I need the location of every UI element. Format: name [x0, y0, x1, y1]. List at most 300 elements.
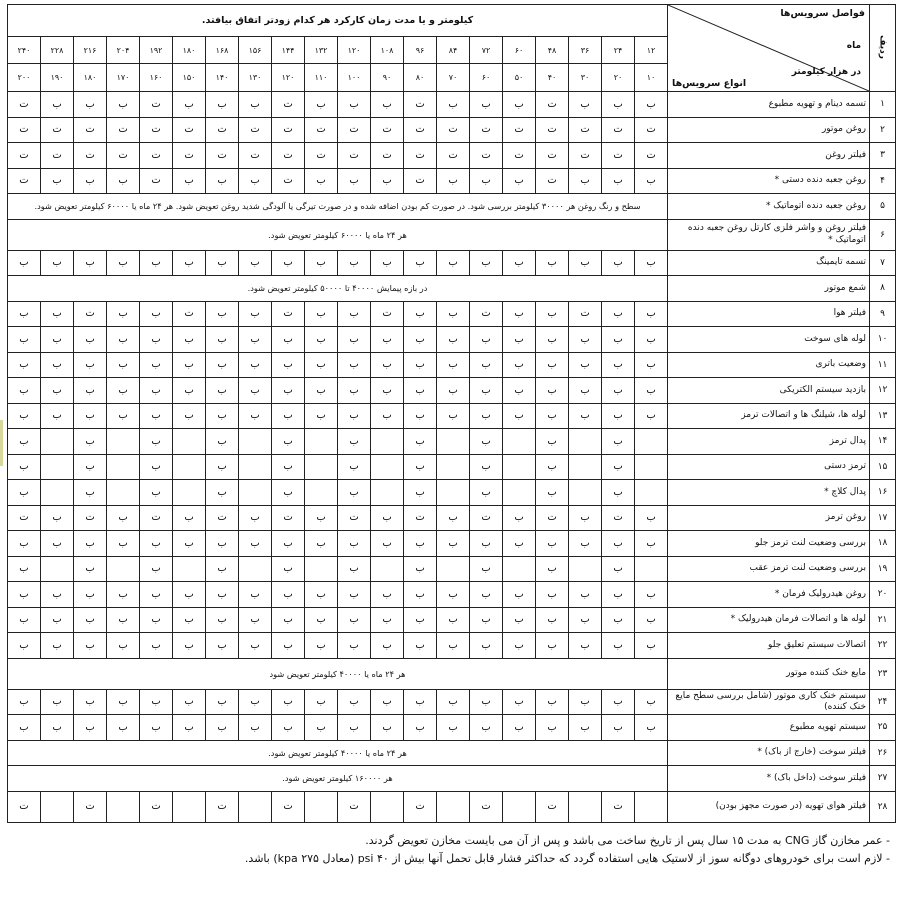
schedule-cell: ب: [635, 378, 668, 404]
service-name: سیستم خنک کاری موتور (شامل بررسی سطح مایع خنک کننده): [668, 689, 870, 715]
schedule-cell: ت: [470, 791, 503, 822]
schedule-cell: ب: [371, 505, 404, 531]
schedule-cell: ب: [272, 327, 305, 353]
schedule-cell: ب: [8, 403, 41, 429]
schedule-cell: ب: [74, 168, 107, 194]
schedule-cell: ب: [140, 689, 173, 715]
schedule-cell: ب: [503, 633, 536, 659]
schedule-cell: ب: [140, 352, 173, 378]
schedule-cell: ب: [8, 607, 41, 633]
schedule-cell: ب: [404, 689, 437, 715]
schedule-cell: ت: [8, 168, 41, 194]
schedule-cell: ب: [41, 403, 74, 429]
schedule-cell: ب: [173, 352, 206, 378]
row-number: ۱۳: [870, 403, 896, 429]
km-header: ۴۰: [536, 64, 569, 92]
schedule-cell: ب: [635, 505, 668, 531]
schedule-cell: ب: [404, 378, 437, 404]
schedule-cell: ب: [470, 352, 503, 378]
schedule-cell: ب: [140, 327, 173, 353]
table-row: [8, 766, 896, 792]
service-name: پدال ترمز: [668, 429, 870, 455]
corner-label-intervals: فواصل سرویس‌ها: [780, 8, 866, 19]
schedule-cell: ب: [536, 531, 569, 557]
schedule-cell: [239, 556, 272, 582]
schedule-cell: ب: [107, 505, 140, 531]
schedule-cell: ب: [272, 531, 305, 557]
schedule-cell: ت: [404, 143, 437, 169]
schedule-cell: ب: [404, 582, 437, 608]
schedule-cell: ب: [602, 531, 635, 557]
schedule-cell: ب: [41, 531, 74, 557]
schedule-cell: ب: [107, 715, 140, 741]
month-header: ۲۰۴: [107, 37, 140, 64]
month-header: ۱۰۸: [371, 37, 404, 64]
schedule-cell: ب: [371, 531, 404, 557]
schedule-cell: ب: [536, 689, 569, 715]
schedule-cell: [503, 480, 536, 506]
schedule-cell: ب: [239, 715, 272, 741]
service-name: مایع خنک کننده موتور: [668, 658, 870, 689]
km-header: ۱۰۰: [338, 64, 371, 92]
schedule-cell: ب: [173, 92, 206, 118]
schedule-cell: ت: [206, 505, 239, 531]
table-row: [8, 480, 896, 506]
schedule-cell: ب: [8, 531, 41, 557]
schedule-cell: [635, 791, 668, 822]
schedule-cell: ب: [503, 403, 536, 429]
header-corner-cell: [668, 5, 870, 92]
schedule-cell: ت: [536, 505, 569, 531]
table-row: [8, 582, 896, 608]
schedule-cell: [173, 791, 206, 822]
schedule-cell: ب: [74, 556, 107, 582]
table-row: [8, 143, 896, 169]
schedule-cell: ب: [503, 582, 536, 608]
schedule-cell: ب: [404, 531, 437, 557]
schedule-cell: ب: [173, 168, 206, 194]
schedule-cell: ب: [602, 327, 635, 353]
schedule-cell: ب: [437, 352, 470, 378]
schedule-cell: ب: [338, 403, 371, 429]
month-header: ۲۲۸: [41, 37, 74, 64]
schedule-cell: ت: [272, 301, 305, 327]
schedule-cell: ت: [404, 117, 437, 143]
month-header: ۶۰: [503, 37, 536, 64]
schedule-cell: ت: [602, 505, 635, 531]
schedule-cell: ب: [635, 715, 668, 741]
schedule-cell: ب: [206, 327, 239, 353]
schedule-cell: ب: [437, 715, 470, 741]
schedule-cell: ب: [404, 250, 437, 276]
row-number: ۱۰: [870, 327, 896, 353]
schedule-cell: [371, 429, 404, 455]
schedule-cell: ب: [173, 378, 206, 404]
schedule-cell: ت: [272, 791, 305, 822]
schedule-cell: [569, 454, 602, 480]
schedule-cell: ب: [74, 689, 107, 715]
schedule-cell: ب: [140, 582, 173, 608]
schedule-cell: ت: [74, 505, 107, 531]
row-number: ۲: [870, 117, 896, 143]
schedule-cell: ب: [602, 352, 635, 378]
month-header: ۲۱۶: [74, 37, 107, 64]
schedule-cell: ب: [470, 607, 503, 633]
schedule-cell: ت: [404, 505, 437, 531]
schedule-cell: ت: [305, 143, 338, 169]
schedule-cell: ت: [569, 301, 602, 327]
service-name: ترمز دستی: [668, 454, 870, 480]
service-note: هر ۲۴ ماه یا ۴۰۰۰۰ کیلومتر تعویض شود.: [8, 740, 668, 766]
schedule-cell: ت: [107, 143, 140, 169]
schedule-cell: ب: [503, 352, 536, 378]
schedule-cell: ت: [371, 143, 404, 169]
table-row: [8, 219, 896, 250]
service-name: بررسی وضعیت لنت ترمز عقب: [668, 556, 870, 582]
row-number: ۱۸: [870, 531, 896, 557]
schedule-cell: ب: [206, 301, 239, 327]
table-row: [8, 740, 896, 766]
schedule-cell: ب: [404, 301, 437, 327]
schedule-cell: ب: [470, 378, 503, 404]
schedule-cell: ب: [206, 715, 239, 741]
service-name: فیلتر هوا: [668, 301, 870, 327]
schedule-cell: ت: [338, 791, 371, 822]
schedule-cell: ب: [338, 301, 371, 327]
row-number: ۲۲: [870, 633, 896, 659]
schedule-cell: ب: [305, 168, 338, 194]
row-number: ۷: [870, 250, 896, 276]
schedule-cell: ب: [536, 250, 569, 276]
schedule-cell: ت: [272, 117, 305, 143]
schedule-cell: ب: [272, 715, 305, 741]
schedule-cell: ب: [107, 582, 140, 608]
schedule-cell: ب: [371, 582, 404, 608]
schedule-cell: ت: [437, 117, 470, 143]
schedule-cell: ت: [272, 168, 305, 194]
schedule-cell: ب: [206, 607, 239, 633]
schedule-cell: ب: [602, 92, 635, 118]
table-row: [8, 92, 896, 118]
schedule-cell: ب: [602, 582, 635, 608]
table-row: [8, 194, 896, 220]
schedule-cell: [569, 480, 602, 506]
schedule-cell: ب: [338, 168, 371, 194]
schedule-cell: ت: [107, 117, 140, 143]
schedule-cell: ب: [404, 454, 437, 480]
month-header: ۷۲: [470, 37, 503, 64]
month-label: ماه: [846, 41, 862, 51]
schedule-cell: ب: [437, 403, 470, 429]
schedule-cell: ب: [107, 301, 140, 327]
schedule-cell: ب: [503, 715, 536, 741]
row-number: ۲۷: [870, 766, 896, 792]
schedule-cell: ب: [140, 633, 173, 659]
schedule-cell: ب: [602, 301, 635, 327]
schedule-cell: ب: [41, 715, 74, 741]
schedule-cell: [173, 454, 206, 480]
schedule-cell: ب: [173, 582, 206, 608]
row-number: ۱۷: [870, 505, 896, 531]
schedule-cell: ب: [470, 327, 503, 353]
schedule-cell: ت: [503, 143, 536, 169]
row-number: ۳: [870, 143, 896, 169]
schedule-cell: ت: [206, 143, 239, 169]
table-row: [8, 352, 896, 378]
month-header: ۴۸: [536, 37, 569, 64]
schedule-cell: ت: [140, 168, 173, 194]
schedule-cell: ت: [8, 505, 41, 531]
schedule-cell: ت: [173, 301, 206, 327]
schedule-cell: ب: [635, 689, 668, 715]
row-number: ۸: [870, 276, 896, 302]
header-row-title: [8, 5, 896, 37]
km-header: ۱۷۰: [107, 64, 140, 92]
schedule-cell: ب: [338, 633, 371, 659]
schedule-cell: ب: [503, 607, 536, 633]
schedule-cell: ت: [140, 143, 173, 169]
schedule-cell: ت: [239, 117, 272, 143]
schedule-cell: ب: [338, 531, 371, 557]
service-name: روغن هیدرولیک فرمان *: [668, 582, 870, 608]
schedule-cell: ت: [173, 117, 206, 143]
schedule-cell: ب: [239, 531, 272, 557]
schedule-cell: ب: [569, 352, 602, 378]
schedule-cell: ب: [74, 607, 107, 633]
schedule-cell: [437, 791, 470, 822]
schedule-cell: ب: [272, 582, 305, 608]
schedule-cell: ب: [206, 689, 239, 715]
km-header: ۱۹۰: [41, 64, 74, 92]
schedule-cell: ت: [602, 143, 635, 169]
schedule-cell: [41, 454, 74, 480]
schedule-cell: [107, 454, 140, 480]
schedule-cell: ب: [569, 168, 602, 194]
schedule-cell: [239, 454, 272, 480]
schedule-cell: ب: [437, 92, 470, 118]
schedule-cell: ب: [338, 454, 371, 480]
schedule-cell: ب: [272, 403, 305, 429]
schedule-cell: ت: [602, 117, 635, 143]
footer-note-tires: - لازم است برای خودروهای دوگانه سوز از لاستیک هایی استفاده گردد که حداکثر فشار قابل تحمل آنها بیش از ۴۰ psi (معادل ۲۷۵ kpa) باشد.: [244, 852, 890, 865]
schedule-cell: [437, 556, 470, 582]
schedule-cell: [107, 480, 140, 506]
schedule-cell: ب: [272, 480, 305, 506]
schedule-cell: ب: [602, 378, 635, 404]
schedule-cell: ب: [239, 582, 272, 608]
schedule-cell: ب: [404, 403, 437, 429]
schedule-cell: ب: [173, 505, 206, 531]
schedule-cell: ب: [470, 454, 503, 480]
schedule-cell: ب: [338, 250, 371, 276]
radif-label: ردیف: [877, 34, 888, 59]
schedule-cell: ب: [536, 429, 569, 455]
schedule-cell: ت: [371, 301, 404, 327]
schedule-cell: ب: [536, 327, 569, 353]
schedule-cell: ب: [206, 352, 239, 378]
service-name: تسمه تایمینگ: [668, 250, 870, 276]
schedule-cell: ب: [338, 607, 371, 633]
schedule-cell: ب: [602, 607, 635, 633]
schedule-cell: ب: [536, 301, 569, 327]
schedule-cell: [503, 791, 536, 822]
schedule-cell: ب: [635, 352, 668, 378]
schedule-cell: ب: [569, 633, 602, 659]
schedule-cell: ب: [272, 250, 305, 276]
schedule-cell: ب: [404, 556, 437, 582]
schedule-cell: ب: [206, 378, 239, 404]
schedule-cell: ب: [41, 168, 74, 194]
schedule-cell: ت: [41, 117, 74, 143]
schedule-cell: ت: [206, 117, 239, 143]
table-row: [8, 117, 896, 143]
schedule-cell: ت: [140, 791, 173, 822]
schedule-cell: ت: [470, 301, 503, 327]
schedule-cell: ب: [239, 168, 272, 194]
schedule-cell: ب: [602, 454, 635, 480]
month-header: ۱۳۲: [305, 37, 338, 64]
schedule-cell: ب: [602, 689, 635, 715]
schedule-cell: ت: [635, 143, 668, 169]
schedule-cell: ب: [437, 531, 470, 557]
schedule-cell: ب: [404, 633, 437, 659]
schedule-cell: ب: [635, 582, 668, 608]
schedule-cell: ت: [536, 117, 569, 143]
schedule-cell: ب: [239, 403, 272, 429]
service-name: شمع موتور: [668, 276, 870, 302]
month-header: ۹۶: [404, 37, 437, 64]
table-row: [8, 403, 896, 429]
km-header: ۷۰: [437, 64, 470, 92]
schedule-cell: ت: [140, 117, 173, 143]
schedule-cell: ب: [371, 250, 404, 276]
km-header: ۲۰۰: [8, 64, 41, 92]
schedule-cell: ب: [503, 327, 536, 353]
service-note: هر ۱۶۰۰۰۰ کیلومتر تعویض شود.: [8, 766, 668, 792]
schedule-cell: ب: [569, 92, 602, 118]
schedule-cell: ت: [338, 117, 371, 143]
schedule-cell: ب: [107, 92, 140, 118]
service-name: بررسی وضعیت لنت ترمز جلو: [668, 531, 870, 557]
schedule-cell: ب: [602, 480, 635, 506]
footer-notes: [10, 832, 890, 868]
schedule-cell: ب: [569, 689, 602, 715]
schedule-cell: ب: [74, 327, 107, 353]
schedule-cell: ب: [8, 689, 41, 715]
schedule-cell: ب: [206, 92, 239, 118]
schedule-cell: ب: [503, 531, 536, 557]
schedule-cell: ب: [206, 556, 239, 582]
table-row: [8, 276, 896, 302]
schedule-cell: [239, 480, 272, 506]
schedule-cell: [635, 480, 668, 506]
service-note: سطح و رنگ روغن هر ۳۰۰۰۰ کیلومتر بررسی شود. در صورت کم بودن اضافه شده و در صورت تیرگی یا آلودگی شدید روغن تعویض شود. هر ۲۴ ماه یا ۶۰۰۰۰ کیلومتر تعویض شود.: [8, 194, 668, 220]
month-header: ۱۲۰: [338, 37, 371, 64]
service-name: لوله ها و اتصالات فرمان هیدرولیک *: [668, 607, 870, 633]
schedule-cell: ت: [173, 143, 206, 169]
schedule-cell: ت: [272, 505, 305, 531]
schedule-cell: ب: [470, 92, 503, 118]
schedule-cell: ت: [8, 92, 41, 118]
schedule-cell: [635, 454, 668, 480]
schedule-cell: ت: [8, 117, 41, 143]
schedule-cell: ب: [437, 689, 470, 715]
schedule-cell: ب: [305, 327, 338, 353]
schedule-cell: ب: [41, 582, 74, 608]
schedule-cell: [41, 429, 74, 455]
schedule-cell: ب: [107, 352, 140, 378]
schedule-cell: ت: [536, 168, 569, 194]
schedule-cell: ب: [305, 505, 338, 531]
schedule-cell: ب: [305, 352, 338, 378]
schedule-cell: ت: [41, 143, 74, 169]
km-header: ۱۵۰: [173, 64, 206, 92]
schedule-cell: ت: [635, 117, 668, 143]
table-row: [8, 658, 896, 689]
schedule-cell: ب: [536, 378, 569, 404]
km-header: ۲۰: [602, 64, 635, 92]
km-header: ۱۸۰: [74, 64, 107, 92]
service-name: فیلتر روغن و واشر فلزی کارتل روغن جعبه دنده اتوماتیک *: [668, 219, 870, 250]
corner-box: [668, 5, 869, 91]
schedule-cell: ب: [470, 429, 503, 455]
schedule-cell: ب: [371, 607, 404, 633]
schedule-cell: ت: [404, 168, 437, 194]
schedule-cell: ب: [272, 378, 305, 404]
schedule-cell: [305, 429, 338, 455]
schedule-cell: ب: [107, 327, 140, 353]
schedule-cell: ب: [272, 633, 305, 659]
schedule-cell: [371, 556, 404, 582]
schedule-cell: ب: [206, 168, 239, 194]
km-header: ۹۰: [371, 64, 404, 92]
table-row: [8, 250, 896, 276]
month-header: ۲۴: [602, 37, 635, 64]
schedule-cell: ب: [206, 250, 239, 276]
schedule-cell: ب: [173, 250, 206, 276]
service-name: وضعیت باتری: [668, 352, 870, 378]
schedule-cell: ب: [140, 429, 173, 455]
row-number: ۲۸: [870, 791, 896, 822]
schedule-cell: ب: [569, 715, 602, 741]
schedule-cell: ب: [503, 250, 536, 276]
schedule-cell: ب: [470, 582, 503, 608]
schedule-cell: ب: [437, 250, 470, 276]
schedule-cell: ت: [404, 791, 437, 822]
schedule-cell: ب: [536, 480, 569, 506]
schedule-cell: ب: [8, 378, 41, 404]
service-name: روغن موتور: [668, 117, 870, 143]
schedule-cell: ب: [602, 556, 635, 582]
km-header: ۵۰: [503, 64, 536, 92]
service-name: فیلتر هوای تهویه (در صورت مجهز بودن): [668, 791, 870, 822]
service-name: روغن جعبه دنده دستی *: [668, 168, 870, 194]
schedule-title: کیلومتر و یا مدت زمان کارکرد هر کدام زودتر اتفاق بیافتد.: [8, 5, 668, 37]
schedule-cell: ب: [74, 454, 107, 480]
schedule-cell: ب: [338, 378, 371, 404]
row-number: ۴: [870, 168, 896, 194]
schedule-cell: [305, 556, 338, 582]
month-header: ۲۴۰: [8, 37, 41, 64]
table-row: [8, 791, 896, 822]
schedule-cell: [371, 791, 404, 822]
schedule-cell: ب: [8, 429, 41, 455]
schedule-cell: ب: [470, 531, 503, 557]
schedule-cell: ت: [536, 791, 569, 822]
service-note: هر ۲۴ ماه یا ۴۰۰۰۰ کیلومتر تعویض شود: [8, 658, 668, 689]
schedule-cell: [107, 791, 140, 822]
schedule-cell: ب: [305, 403, 338, 429]
